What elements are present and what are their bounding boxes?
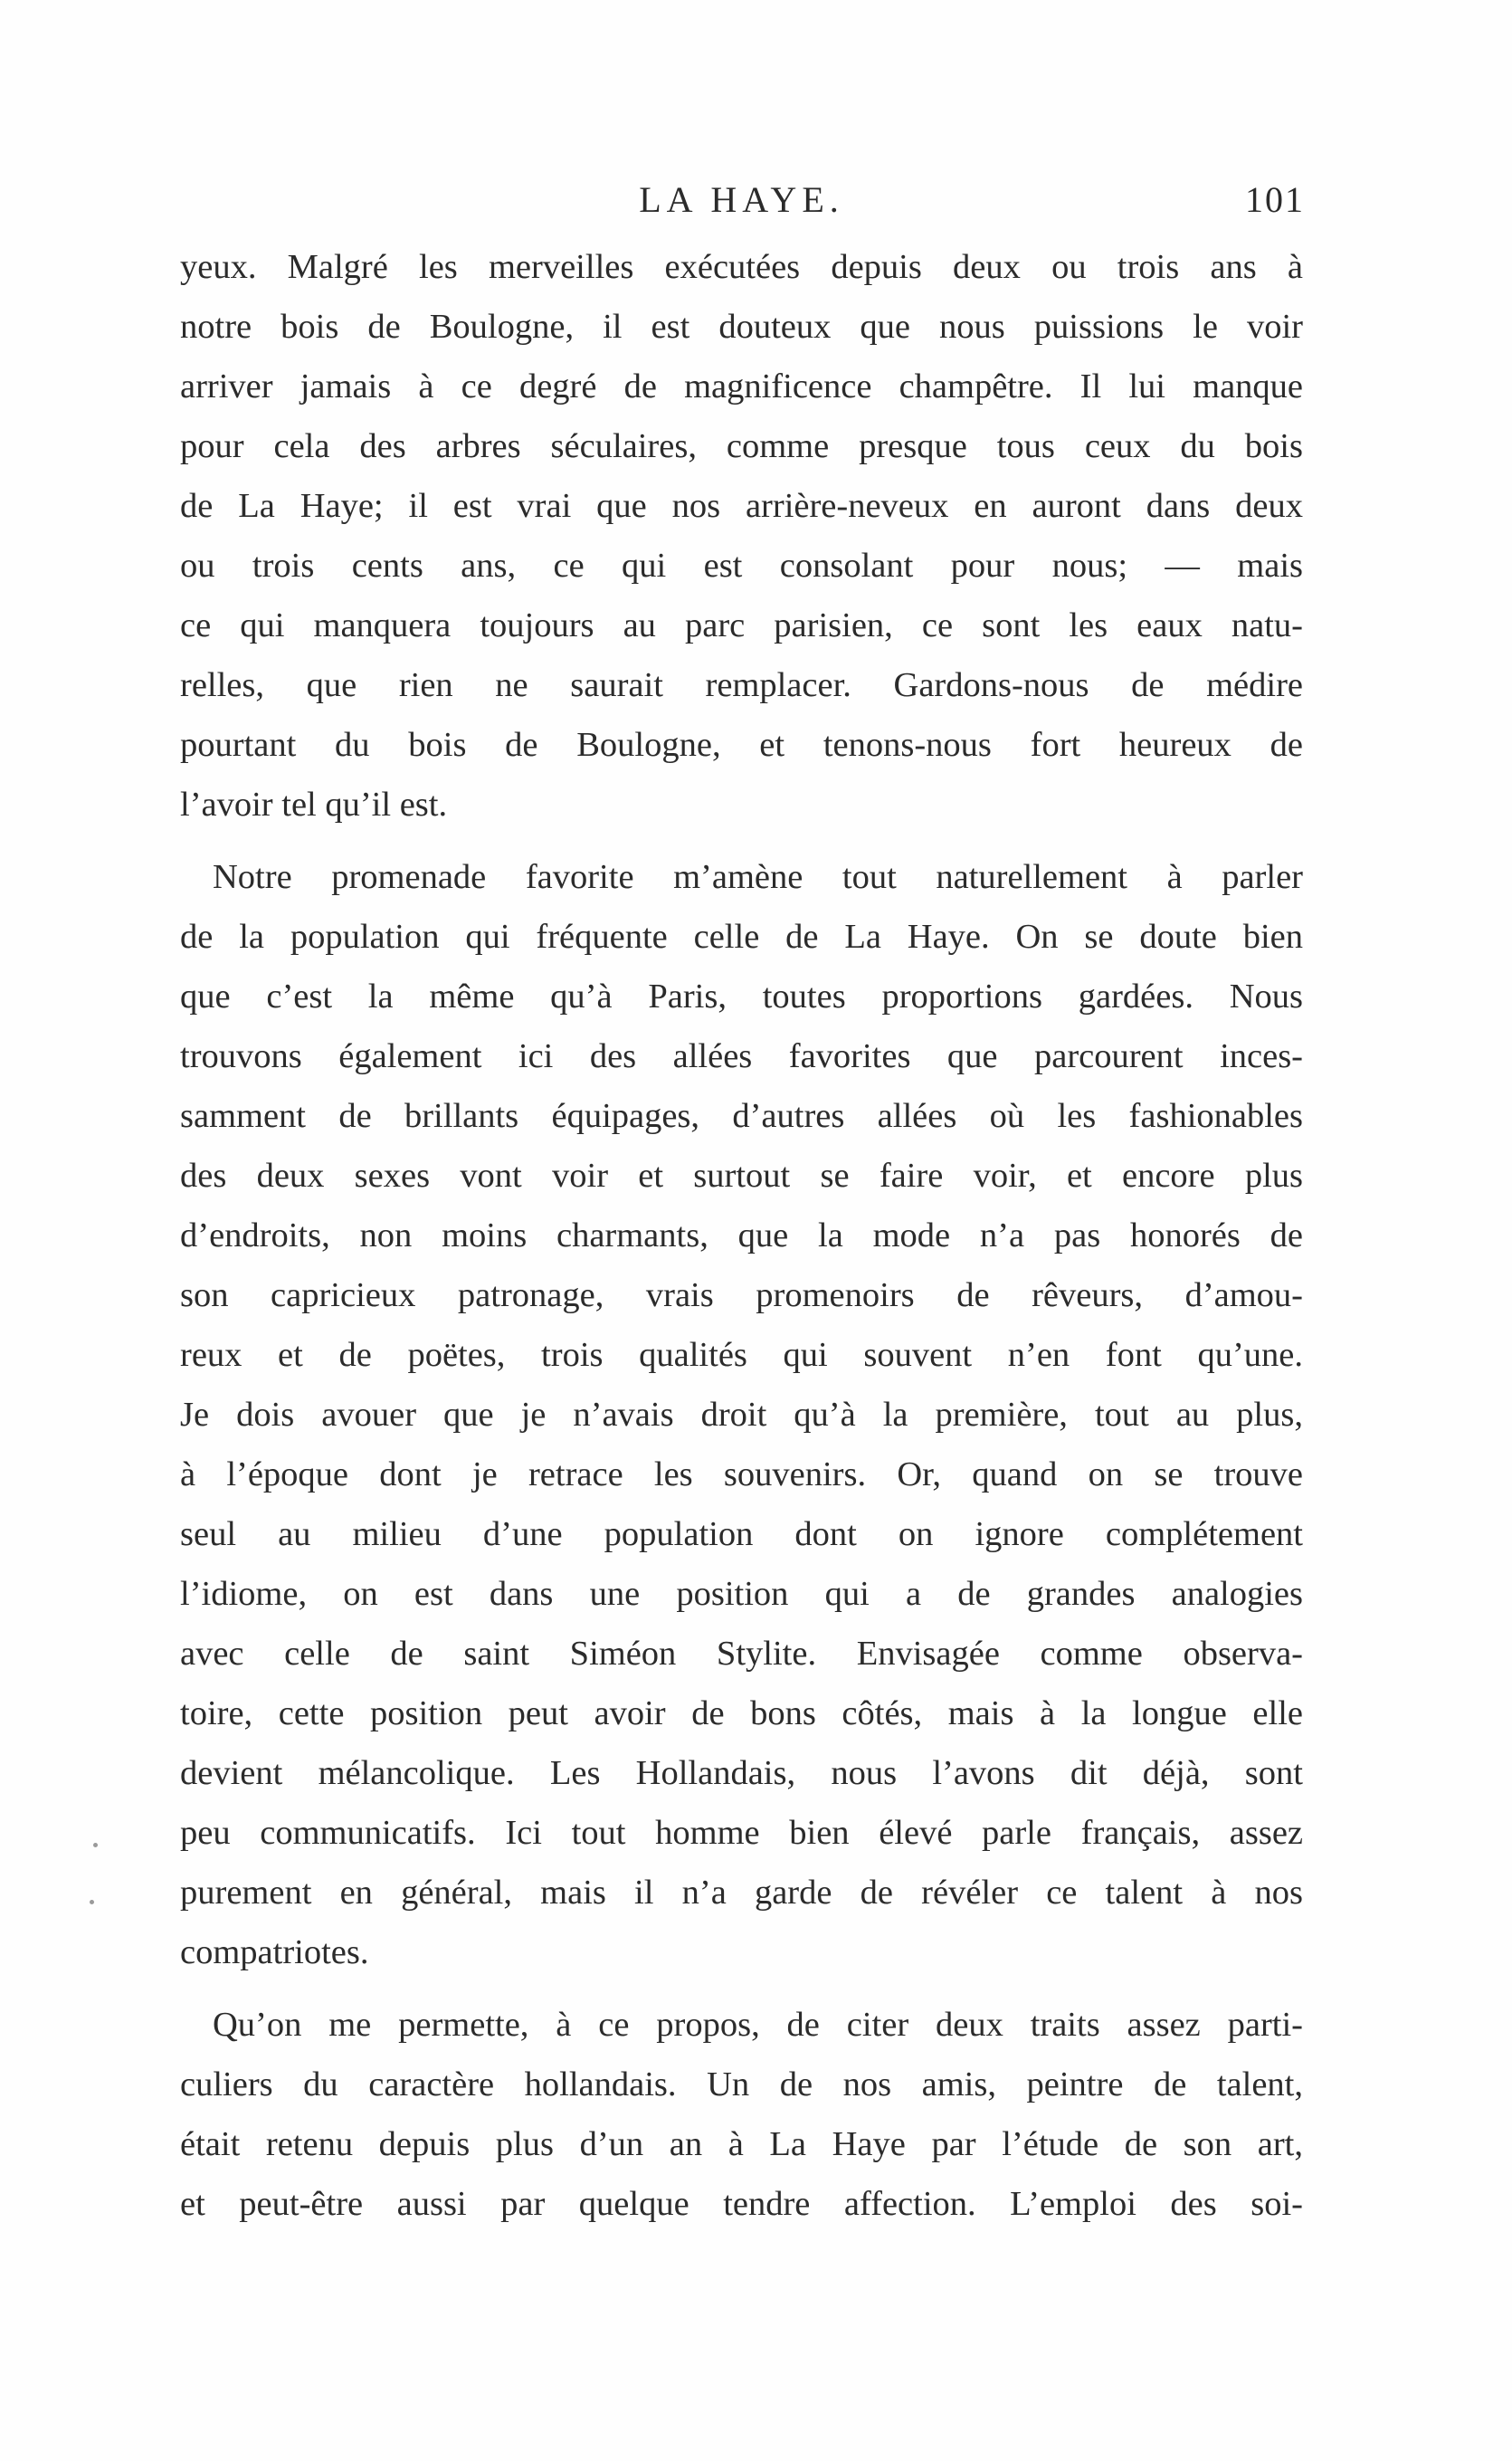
- text-line: ou trois cents ans, ce qui est consolant pour nous; — mais: [180, 547, 1303, 585]
- text-line: et peut-être aussi par quelque tendre affection. L’emploi des soi-: [180, 2185, 1303, 2223]
- margin-speck: [90, 1900, 94, 1904]
- text-line: pour cela des arbres séculaires, comme presque tous ceux du bois: [180, 427, 1303, 465]
- text-line: avec celle de saint Siméon Stylite. Envisagée comme observa-: [180, 1635, 1303, 1673]
- text-line: ce qui manquera toujours au parc parisien, ce sont les eaux natu-: [180, 606, 1303, 644]
- text-line: Qu’on me permette, à ce propos, de citer deux traits assez parti-: [213, 2006, 1303, 2044]
- text-line: notre bois de Boulogne, il est douteux que nous puissions le voir: [180, 308, 1303, 346]
- text-line: arriver jamais à ce degré de magnificence champêtre. Il lui manque: [180, 367, 1303, 405]
- text-line: samment de brillants équipages, d’autres allées où les fashionables: [180, 1097, 1303, 1135]
- text-line: reux et de poëtes, trois qualités qui souvent n’en font qu’une.: [180, 1336, 1303, 1374]
- paragraph-gap: [180, 1982, 1303, 1995]
- text-line: pourtant du bois de Boulogne, et tenons-nous fort heureux de: [180, 726, 1303, 764]
- text-line: son capricieux patronage, vrais promenoirs de rêveurs, d’amou-: [180, 1276, 1303, 1314]
- page-number: 101: [1245, 179, 1305, 220]
- margin-speck: [93, 1843, 98, 1847]
- text-line: compatriotes.: [180, 1933, 369, 1971]
- text-line: seul au milieu d’une population dont on ignore complétement: [180, 1515, 1303, 1553]
- running-title: LA HAYE.: [639, 179, 844, 220]
- text-line: devient mélancolique. Les Hollandais, nous l’avons dit déjà, sont: [180, 1754, 1303, 1792]
- text-line: relles, que rien ne saurait remplacer. Gardons-nous de médire: [180, 666, 1303, 704]
- text-line: peu communicatifs. Ici tout homme bien élevé parle français, assez: [180, 1814, 1303, 1852]
- text-line: trouvons également ici des allées favorites que parcourent inces-: [180, 1037, 1303, 1075]
- text-line: de la population qui fréquente celle de La Haye. On se doute bien: [180, 918, 1303, 956]
- text-line: l’idiome, on est dans une position qui a de grandes analogies: [180, 1575, 1303, 1613]
- text-line: yeux. Malgré les merveilles exécutées depuis deux ou trois ans à: [180, 248, 1303, 286]
- text-line: Notre promenade favorite m’amène tout naturellement à parler: [213, 858, 1303, 896]
- text-line: à l’époque dont je retrace les souvenirs. Or, quand on se trouve: [180, 1455, 1303, 1493]
- text-line: que c’est la même qu’à Paris, toutes proportions gardées. Nous: [180, 978, 1303, 1016]
- text-line: était retenu depuis plus d’un an à La Haye par l’étude de son art,: [180, 2125, 1303, 2163]
- text-line: des deux sexes vont voir et surtout se faire voir, et encore plus: [180, 1157, 1303, 1195]
- text-line: toire, cette position peut avoir de bons côtés, mais à la longue elle: [180, 1694, 1303, 1732]
- text-line: de La Haye; il est vrai que nos arrière-neveux en auront dans deux: [180, 487, 1303, 525]
- running-head: [178, 177, 1305, 223]
- text-line: d’endroits, non moins charmants, que la mode n’a pas honorés de: [180, 1216, 1303, 1254]
- text-line: l’avoir tel qu’il est.: [180, 786, 448, 824]
- text-line: Je dois avouer que je n’avais droit qu’à la première, tout au plus,: [180, 1396, 1303, 1434]
- text-line: culiers du caractère hollandais. Un de nos amis, peintre de talent,: [180, 2065, 1303, 2103]
- paragraph-gap: [180, 835, 1303, 847]
- text-line: purement en général, mais il n’a garde de révéler ce talent à nos: [180, 1874, 1303, 1912]
- body-text: [180, 237, 1303, 2234]
